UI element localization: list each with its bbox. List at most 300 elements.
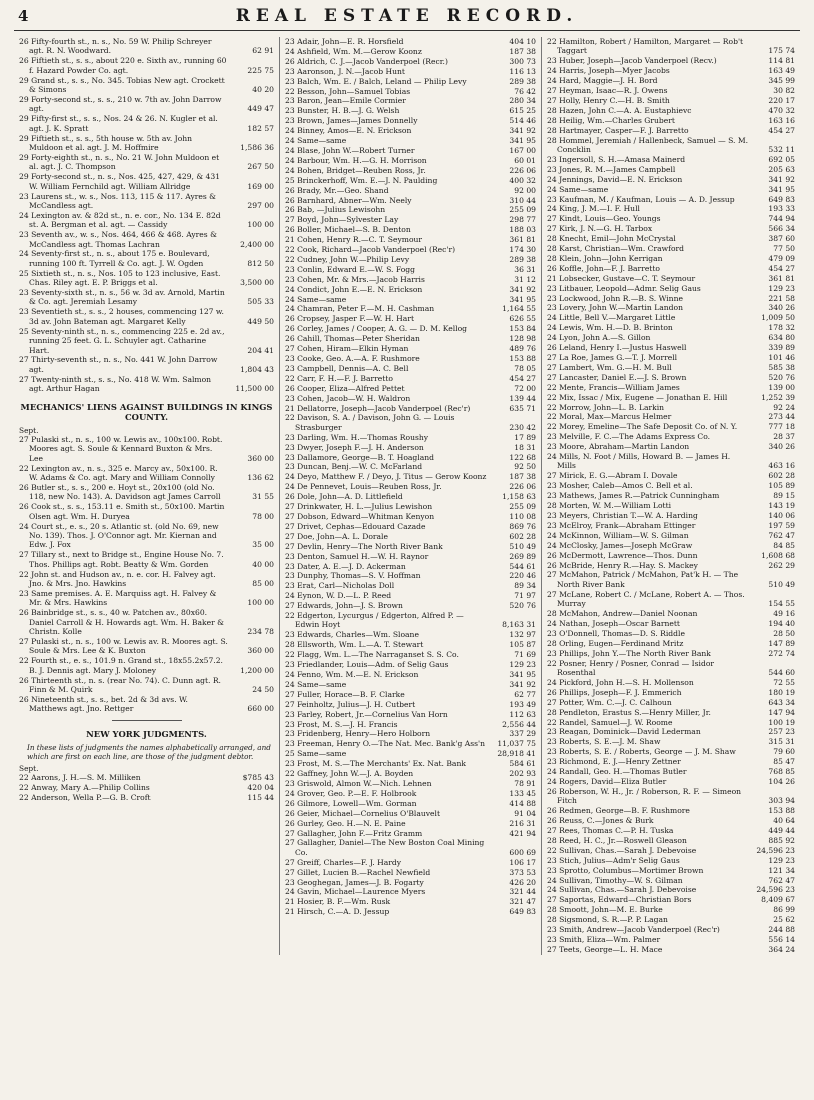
entry-row <box>547 708 795 717</box>
entry-amount: 1,586 36 <box>240 142 274 152</box>
entry-amount: 289 38 <box>509 76 536 86</box>
entry-amount: 1,009 50 <box>761 313 795 323</box>
entry-row <box>285 255 536 264</box>
column-1 <box>14 37 280 955</box>
entry-amount: 40 20 <box>252 85 274 95</box>
columns <box>14 37 800 955</box>
entry-text: 24 Same—same <box>285 294 347 304</box>
entry-text: 23 Friedlander, Louis—Adm. of Selig Gaus <box>285 660 449 670</box>
entry-row <box>285 126 536 135</box>
entry-row <box>547 649 795 658</box>
entry-amount: 341 92 <box>509 679 536 689</box>
entry-amount: 777 18 <box>768 422 795 432</box>
entry-row <box>19 550 274 569</box>
entry-row <box>547 403 795 412</box>
entry-row <box>285 829 536 838</box>
entry-text: 23 Lovery, John W.—Martin Landon <box>547 303 684 313</box>
entry-amount: 225 75 <box>247 65 274 75</box>
entry-amount: 129 23 <box>509 660 536 670</box>
entry-amount: 28,918 41 <box>497 749 536 759</box>
entry-text: 24 Blase, John W.—Robert Turner <box>285 145 415 155</box>
entry-amount: 40 64 <box>773 816 795 826</box>
entry-row <box>285 374 536 383</box>
entry-row <box>19 570 274 589</box>
entry-row <box>19 695 274 714</box>
entry-text: 29 Forty-second st., s. s., 210 w. 7th av. John Darrow agt. <box>19 94 222 114</box>
entry-text: 23 Adair, John—E. R. Horsfield <box>285 37 404 46</box>
entry-row <box>547 383 795 392</box>
entry-row <box>285 779 536 788</box>
entry-text: 26 Brady, Mr.—Geo. Shand <box>285 185 389 195</box>
entry-amount: 602 28 <box>509 531 536 541</box>
entry-row <box>547 393 795 402</box>
entry-amount: 262 29 <box>768 560 795 570</box>
entry-amount: 643 34 <box>768 697 795 707</box>
entry-text: 28 Ellsworth, Wm. L.—A. T. Stewart <box>285 640 424 650</box>
entry-row <box>19 589 274 608</box>
entry-text: 22 Cook, Richard—Jacob Vanderpoel (Rec'r) <box>285 245 456 255</box>
entry-amount: 78 91 <box>514 778 536 788</box>
entry-row <box>285 542 536 551</box>
entry-amount: 136 62 <box>247 473 274 483</box>
entry-amount: 230 42 <box>509 422 536 432</box>
mechanics-liens-ny-list <box>19 37 274 394</box>
entry-text: 24 Fenno, Wm. M.—E. N. Erickson <box>285 670 419 679</box>
entry-amount: 133 45 <box>509 788 536 798</box>
entry-row <box>547 521 795 530</box>
entry-row <box>547 195 795 204</box>
entry-text: 26 Nineteenth st., s. s., bet. 2d & 3d avs. W. Matthews agt. Jno. Rettger <box>19 694 188 714</box>
entry-row <box>547 806 795 815</box>
entry-row <box>285 275 536 284</box>
entry-amount: 139 44 <box>509 393 536 403</box>
entry-row <box>547 767 795 776</box>
entry-text: 27 Greiff, Charles—F. J. Hardy <box>285 857 402 867</box>
entry-text: 24 Court st., e. s., 20 s. Atlantic st. (old No. 69, new No. 139). Thos. J. O'Connor agt. Mr. Kiernan and Edw. J. Fox <box>19 521 219 550</box>
entry-amount: 421 94 <box>509 828 536 838</box>
entry-text: 24 Nathan, Joseph—Oscar Barnett <box>547 618 680 628</box>
entry-row <box>285 354 536 363</box>
entry-row <box>19 249 274 268</box>
entry-row <box>547 531 795 540</box>
entry-row <box>285 453 536 462</box>
entry-row <box>547 303 795 312</box>
entry-text: 24 Lyon, John A.—S. Gillon <box>547 333 651 343</box>
entry-text: 24 Sullivan, Chas.—Sarah J. Debevoise <box>547 885 697 895</box>
entry-row <box>19 375 274 394</box>
entry-text: 24 Grover, Geo. P.—E. F. Holbrook <box>285 788 417 798</box>
entry-text: 24 Little, Bell V.—Margaret Little <box>547 313 676 323</box>
entry-row <box>19 793 274 802</box>
entry-text: 23 Reagan, Dominick—David Lederman <box>547 727 701 737</box>
entry-amount: 62 77 <box>514 689 536 699</box>
entry-amount: 584 61 <box>509 759 536 769</box>
entry-text: 26 McDermott, Lawrence—Thos. Dunn <box>547 550 698 560</box>
entry-amount: 163 16 <box>768 115 795 125</box>
entry-amount: 11,037 75 <box>497 739 536 749</box>
page-header <box>14 6 800 31</box>
entry-row <box>547 885 795 894</box>
entry-amount: 216 31 <box>509 818 536 828</box>
entry-row <box>547 254 795 263</box>
entry-amount: 220 46 <box>509 571 536 581</box>
entry-amount: 298 77 <box>509 215 536 225</box>
entry-row <box>285 413 536 432</box>
entry-row <box>285 838 536 857</box>
entry-row <box>285 591 536 600</box>
entry-amount: 40 00 <box>252 559 274 569</box>
entry-amount: 520 76 <box>509 601 536 611</box>
entry-row <box>285 196 536 205</box>
entry-amount: 615 25 <box>509 106 536 116</box>
entry-text: 26 Leland, Henry I.—Justus Haswell <box>547 343 687 353</box>
entry-amount: 77 50 <box>773 244 795 254</box>
entry-amount: 182 57 <box>247 123 274 133</box>
entry-text: 27 Lancaster, Daniel E.—J. S. Brown <box>547 372 687 382</box>
entry-text: 24 McKinnon, William—W. S. Gilman <box>547 530 689 540</box>
entry-amount: 105 87 <box>509 640 536 650</box>
entry-amount: 660 00 <box>247 704 274 714</box>
entry-amount: 140 06 <box>768 511 795 520</box>
entry-row <box>19 773 274 782</box>
entry-text: 27 Fuller, Horace—B. F. Clarke <box>285 689 405 699</box>
entry-text: 23 Erat, Carl—Nicholas Doll <box>285 581 395 591</box>
entry-row <box>547 165 795 174</box>
entry-amount: 479 09 <box>768 253 795 263</box>
entry-amount: 104 26 <box>768 776 795 786</box>
entry-row <box>285 384 536 393</box>
entry-amount: 585 38 <box>768 362 795 372</box>
entry-row <box>547 856 795 865</box>
entry-row <box>285 502 536 511</box>
entry-amount: 635 71 <box>509 403 536 413</box>
entry-text: 22 Moral, Max—Marcus Helmer <box>547 412 672 422</box>
entry-text: 27 Gallagher, John F.—Fritz Gramm <box>285 828 423 838</box>
entry-row <box>547 846 795 855</box>
entry-row <box>547 619 795 628</box>
entry-amount: 115 44 <box>247 792 274 802</box>
entry-amount: 62 91 <box>252 46 274 56</box>
entry-text: 23 Dunphy, Thomas—S. V. Hoffman <box>285 571 421 581</box>
entry-amount: 147 94 <box>768 707 795 717</box>
entry-row <box>19 483 274 502</box>
entry-amount: 116 13 <box>509 66 536 76</box>
entry-amount: 885 92 <box>768 835 795 845</box>
section-divider <box>112 720 182 721</box>
entry-row <box>19 676 274 695</box>
entry-row <box>547 323 795 332</box>
entry-row <box>285 571 536 580</box>
entry-text: 26 Bainbridge st., s. s., 40 w. Patchen av., 80x60. Daniel Carroll & H. Howards agt. Wm. H. Baker & Christn. Kolle <box>19 608 224 637</box>
entry-text: 29 Fifty-first st., s. s., Nos. 24 & 26. N. Kugler et al. agt. J. K. Spratt <box>19 114 218 133</box>
entry-amount: 626 55 <box>509 314 536 324</box>
entry-amount: 78 05 <box>514 363 536 373</box>
entry-text: 27 McMahon, Patrick / McMahon, Pat'k H. — The North River Bank <box>547 570 739 589</box>
entry-amount: 163 49 <box>768 66 795 76</box>
entry-amount: 267 50 <box>247 162 274 172</box>
entry-amount: 31 12 <box>514 274 536 284</box>
entry-amount: 226 06 <box>509 482 536 492</box>
entry-amount: 100 00 <box>247 220 274 230</box>
entry-row <box>547 116 795 125</box>
entry-text: 23 Geoghegan, James—J. B. Fogarty <box>285 877 424 887</box>
entry-text: 27 Doe, John—A. L. Dorale <box>285 531 388 541</box>
entry-text: 23 Moore, Abraham—Martin Landon <box>547 442 690 452</box>
entry-amount: 244 88 <box>768 925 795 935</box>
entry-amount: 373 53 <box>509 867 536 877</box>
entry-text: 23 Melville, F. C.—The Adams Express Co. <box>547 432 711 442</box>
entry-amount: 361 81 <box>509 235 536 245</box>
entry-text: 27 Feinholtz, Julius—J. H. Cutbert <box>285 699 416 709</box>
entry-amount: 404 10 <box>509 37 536 46</box>
entry-amount: 762 47 <box>768 875 795 885</box>
entry-amount: 132 97 <box>509 630 536 640</box>
entry-text: 26 Cahill, Thomas—Peter Sheridan <box>285 334 420 344</box>
entry-amount: 105 89 <box>768 481 795 491</box>
entry-amount: 226 06 <box>509 165 536 175</box>
entry-row <box>547 204 795 213</box>
entry-text: 23 Sprotto, Columbus—Mortimer Brown <box>547 865 704 875</box>
entry-row <box>19 56 274 75</box>
entry-text: 22 Carr, F. H.—F. J. Barretto <box>285 373 393 383</box>
entry-amount: 17 89 <box>514 432 536 442</box>
entry-amount: 89 34 <box>514 581 536 591</box>
entry-row <box>547 471 795 480</box>
entry-row <box>547 777 795 786</box>
entry-text: 27 Rees, Thomas C.—P. H. Tuska <box>547 826 674 835</box>
entry-row <box>285 304 536 313</box>
entry-text: 22 Mente, Francis—William James <box>547 382 680 392</box>
entry-amount: 768 85 <box>768 767 795 777</box>
entry-amount: 869 76 <box>509 521 536 531</box>
entry-text: 27 Pulaski st., n. s., 100 w. Lewis av., 100x100. Robt. Moores agt. S. Soule & Kennard Buxton & Mrs. Lee <box>19 434 223 463</box>
entry-amount: 2,556 44 <box>502 719 536 729</box>
entry-row <box>285 295 536 304</box>
entry-text: 24 Hard, Maggie—J. H. Bord <box>547 76 658 86</box>
entry-amount: 76 42 <box>514 86 536 96</box>
entry-row <box>285 710 536 719</box>
entry-amount: 300 73 <box>509 56 536 66</box>
entry-text: 23 Mathews, James R.—Patrick Cunningham <box>547 491 720 501</box>
entry-amount: 71 69 <box>514 650 536 660</box>
entry-amount: 25 62 <box>773 915 795 925</box>
entry-text: 27 Saportas, Edward—Christian Bors <box>547 895 692 905</box>
entry-amount: 193 49 <box>509 699 536 709</box>
entry-text: 27 Pulaski st., n. s., 100 w. Lewis av. R. Moores agt. S. Soule & Mrs. Lee & K. Buxton <box>19 636 228 656</box>
judgments-title: NEW YORK JUDGMENTS. <box>86 728 207 739</box>
entry-text: 24 Rogers, David—Eliza Butler <box>547 776 667 786</box>
entry-row <box>285 670 536 679</box>
entry-amount: 269 89 <box>509 551 536 561</box>
entry-row <box>547 698 795 707</box>
entry-text: 24 Chamran, Peter F.—M. H. Cashman <box>285 304 435 314</box>
entry-amount: 204 41 <box>247 345 274 355</box>
entry-row <box>547 688 795 697</box>
entry-amount: 602 28 <box>768 471 795 481</box>
entry-row <box>285 472 536 481</box>
entry-text: 26 Aldrich, C. J.—Jacob Vanderpoel (Recr.) <box>285 56 448 66</box>
entry-amount: 205 63 <box>768 164 795 174</box>
entry-amount: 112 63 <box>509 709 536 719</box>
entry-text: 21 Lobsecker, Gustave—C. T. Seymour <box>547 273 696 283</box>
entry-text: 23 Aaronson, J. N.—Jacob Hunt <box>285 66 405 76</box>
entry-text: 26 Boller, Michael—S. B. Denton <box>285 225 411 235</box>
entry-amount: 310 44 <box>509 195 536 205</box>
entry-amount: 280 34 <box>509 96 536 106</box>
entry-text: 24 Bohen, Bridget—Reuben Ross, Jr. <box>285 165 426 175</box>
entry-row <box>19 783 274 792</box>
entry-row <box>547 106 795 115</box>
entry-row <box>547 757 795 766</box>
entry-text: 23 Freeman, Henry O.—The Nat. Mec. Bank'g Ass'n <box>285 739 486 749</box>
entry-text: 27 Heyman, Isaac—R. J. Owens <box>547 86 668 96</box>
entry-row <box>285 690 536 699</box>
entry-row <box>19 95 274 114</box>
entry-row <box>547 945 795 954</box>
entry-text: 23 Griswold, Almon W.—Nich. Lehnen <box>285 778 432 788</box>
entry-row <box>547 816 795 825</box>
entry-amount: 600 69 <box>509 847 536 857</box>
entry-row <box>19 37 274 56</box>
entry-text: 24 Gavin, Michael—Laurence Myers <box>285 887 426 897</box>
entry-text: 24 Harris, Joseph—Myer Jacobs <box>547 66 670 76</box>
entry-row <box>547 432 795 441</box>
entry-amount: 84 85 <box>773 540 795 550</box>
entry-row <box>547 353 795 362</box>
entry-text: 28 Karst, Christian—Wm. Crawford <box>547 244 685 254</box>
entry-text: 22 Anway, Mary A.—Philip Collins <box>19 782 150 792</box>
judgments-note: In these lists of judgments the names alphabetically arranged, and which are first on each line, are those of the judgment debtor. <box>27 742 271 762</box>
entry-text: 28 Reed, H. C., Jr.—Roswell Gleason <box>547 835 687 845</box>
entry-text: 28 Pendleton, Erastus S.—Henry Miller, Jr. <box>547 707 711 717</box>
entry-amount: 24 50 <box>252 685 274 694</box>
entry-amount: 634 80 <box>768 333 795 343</box>
entry-amount: $785 43 <box>242 772 274 782</box>
entry-amount: 110 08 <box>509 512 536 521</box>
entry-text: 26 Dole, John—A. D. Littlefield <box>285 492 403 502</box>
column-2 <box>280 37 542 955</box>
entry-amount: 187 38 <box>509 472 536 482</box>
entry-text: 27 Kindt, Louis—Geo. Youngs <box>547 214 661 224</box>
entry-row <box>285 907 536 916</box>
entry-text: 28 Hazen, John C.—A. A. Eustaphievc <box>547 105 692 115</box>
entry-amount: 255 09 <box>509 502 536 512</box>
entry-row <box>285 809 536 818</box>
entry-text: 28 Hartmayer, Casper—F. J. Barretto <box>547 125 689 135</box>
entry-text: 28 McMahon, Andrew—Daniel Noonan <box>547 609 698 619</box>
entry-text: 23 Frost, M. S.—The Merchants' Ex. Nat. Bank <box>285 759 466 769</box>
entry-amount: 18 31 <box>514 442 536 452</box>
entry-row <box>547 895 795 904</box>
entry-text: 26 Roberson, W. H., Jr. / Roberson, R. F. — Simeon Fitch <box>547 786 742 806</box>
entry-text: 29 Forty-second st., n. s., Nos. 425, 427, 429, & 431 W. William Fernchild agt. William Allridge <box>19 172 221 191</box>
entry-text: 27 Teets, George—L. H. Mace <box>547 944 663 954</box>
entry-amount: 24,596 23 <box>756 885 795 895</box>
entry-row <box>285 96 536 105</box>
entry-amount: 361 81 <box>768 273 795 283</box>
entry-row <box>547 76 795 85</box>
entry-amount: 762 47 <box>768 530 795 540</box>
entry-row <box>547 561 795 570</box>
entry-amount: 72 00 <box>514 383 536 393</box>
entry-row <box>285 887 536 896</box>
entry-text: 24 Eynon, W. D.—L. P. Reed <box>285 591 392 601</box>
entry-text: 23 Darling, Wm. H.—Thomas Roushy <box>285 432 429 442</box>
entry-text: 26 Cook st., s. s., 153.11 e. Smith st., 50x100. Martin Olsen agt. Wm. H. Duryea <box>19 502 225 521</box>
entry-amount: 122 68 <box>509 452 536 462</box>
entry-text: 29 Grand st., s. s., No. 345. Tobias New agt. Crockett & Simons <box>19 75 225 95</box>
entry-amount: 153 88 <box>768 806 795 816</box>
entry-text: 23 Laurens st., w. s., Nos. 113, 115 & 117. Ayres & McCandless agt. <box>19 191 216 210</box>
entry-text: 22 Aarons, J. H.—S. M. Milliken <box>19 772 141 782</box>
entry-text: 27 Mirick, E. G.—Abram I. Dovale <box>547 471 678 481</box>
entry-amount: 30 82 <box>773 86 795 96</box>
entry-text: 25 Same—same <box>285 749 347 759</box>
entry-amount: 92 50 <box>514 462 536 472</box>
entry-row <box>285 245 536 254</box>
entry-text: 27 Lambert, Wm. G.—H. M. Bull <box>547 362 672 372</box>
entry-row <box>547 915 795 924</box>
entry-row <box>19 608 274 636</box>
entry-text: 27 Devlin, Henry—The North River Bank <box>285 541 443 551</box>
entry-row <box>547 333 795 342</box>
entry-text: 23 Fridenberg, Henry—Hero Holborn <box>285 729 431 739</box>
entry-amount: 341 95 <box>768 184 795 194</box>
entry-row <box>547 126 795 135</box>
entry-text: 23 Seventh av., w. s., Nos. 464, 466 & 468. Ayres & McCandless agt. Thomas Lachran <box>19 230 217 249</box>
entry-text: 22 Randel, Samuel—J. W. Roome <box>547 717 673 727</box>
entry-row <box>547 412 795 421</box>
entry-amount: 360 00 <box>247 453 274 463</box>
entry-amount: 532 11 <box>768 144 795 154</box>
entry-text: 23 Jones, R. M.—James Campbell <box>547 164 676 174</box>
entry-amount: 1,164 55 <box>502 304 536 314</box>
entry-row <box>285 87 536 96</box>
entry-text: 22 Flagg, Wm. L.—The Narraganset S. S. Co. <box>285 650 459 660</box>
entry-text: 24 Pickford, John H.—S. H. Mollenson <box>547 677 694 687</box>
entry-row <box>285 700 536 709</box>
entry-amount: 463 16 <box>768 461 795 471</box>
entry-row <box>285 265 536 274</box>
entry-amount: 85 47 <box>773 757 795 767</box>
entry-row <box>285 176 536 185</box>
entry-amount: 514 46 <box>509 116 536 126</box>
entry-amount: 143 19 <box>768 501 795 511</box>
entry-row <box>547 866 795 875</box>
entry-text: 27 Edwards, John—J. S. Brown <box>285 601 403 611</box>
entry-row <box>285 205 536 214</box>
entry-row <box>19 134 274 153</box>
judgments-list-continued <box>285 37 536 917</box>
entry-amount: 744 94 <box>768 214 795 224</box>
entry-row <box>547 136 795 155</box>
entry-text: 23 Campbell, Dennis—A. C. Bell <box>285 363 409 373</box>
entry-text: 23 Same premises. A. E. Marquiss agt. H. Falvey & Mr. & Mrs. Hawkins <box>19 588 217 608</box>
entry-row <box>285 314 536 323</box>
entry-amount: 86 99 <box>773 905 795 915</box>
judgments-list <box>19 773 274 802</box>
entry-text: 26 Koffle, John—F. J. Barretto <box>547 263 660 273</box>
entry-amount: 257 23 <box>768 727 795 737</box>
entry-text: 24 Same—same <box>547 184 609 194</box>
entry-text: 26 Gilmore, Lowell—Wm. Gorman <box>285 798 417 808</box>
entry-text: 23 Richmond, E. J.—Henry Zettner <box>547 757 681 767</box>
entry-text: 26 Corley, James / Cooper, A. G. — D. M. Kellog <box>285 324 468 334</box>
entry-row <box>547 836 795 845</box>
entry-amount: 470 32 <box>768 105 795 115</box>
entry-row <box>547 313 795 322</box>
entry-row <box>285 225 536 234</box>
